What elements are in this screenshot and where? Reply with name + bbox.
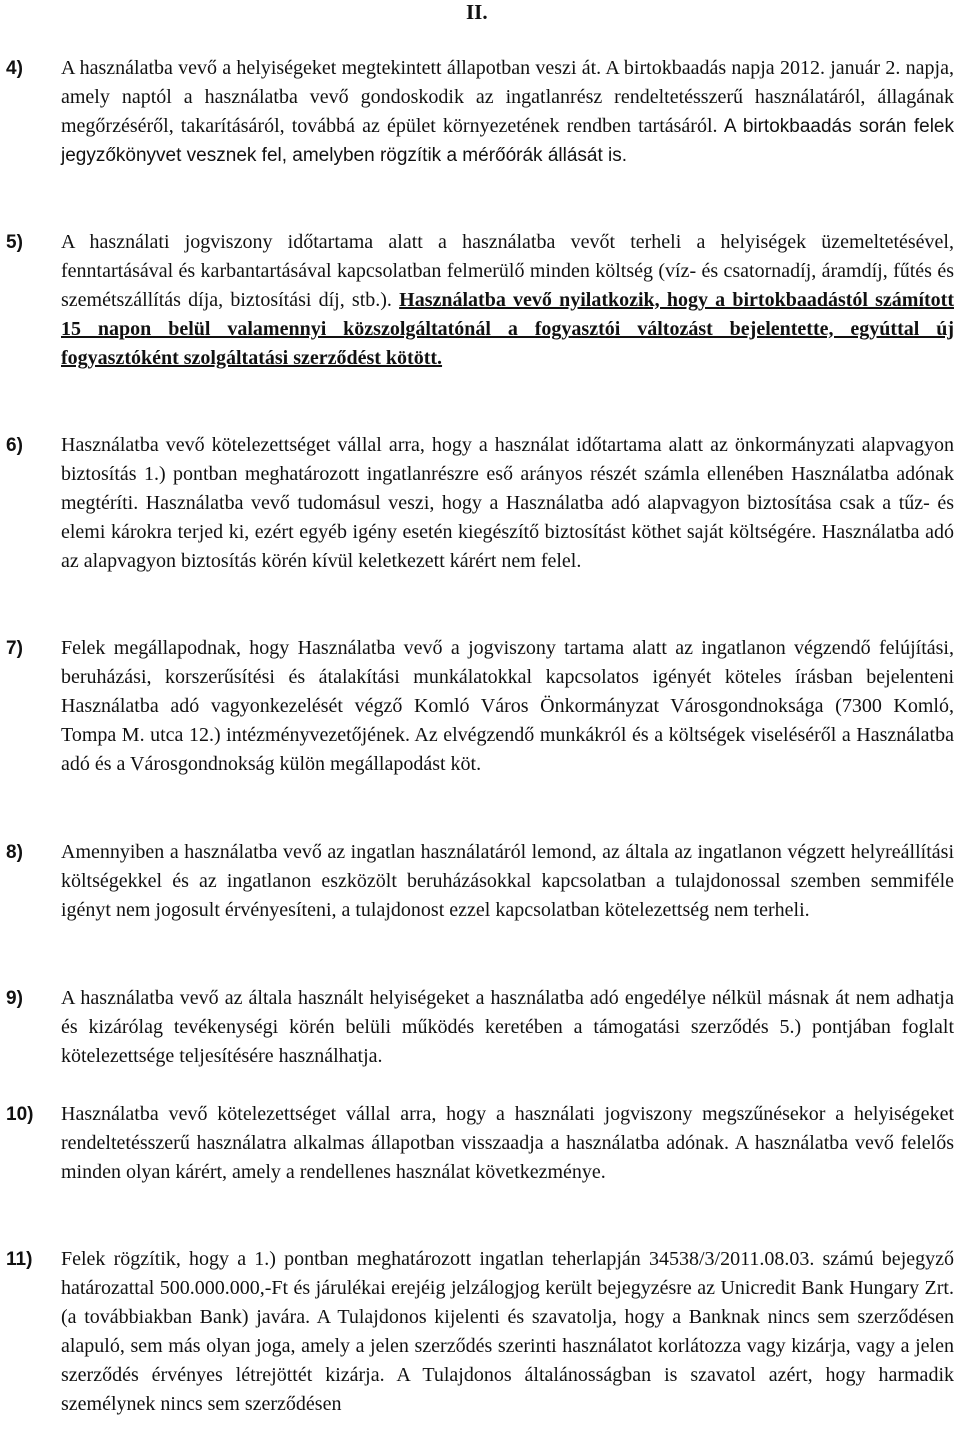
clause-10 [0, 1100, 954, 1187]
clause-text: Használatba vevő kötelezettséget vállal arra, hogy a használati jogviszony megszűnésekor a helyiségeket rendeltetésszerű használatra alkalmas állapotban visszaadja a használatba adónak. A használatba vevő felelős minden olyan kárért, amely a rendellenes használat következménye. [61, 1103, 954, 1183]
clause-4 [0, 54, 954, 170]
clause-5 [0, 228, 954, 373]
clause-text: Felek megállapodnak, hogy Használatba vevő a jogviszony tartama alatt az ingatlanon végzendő felújítási, beruházási, korszerűsítési és átalakítási munkálatokkal kapcsolatos igényét köteles írásban bejelenteni Használatba adó vagyonkezelését végző Komló Város Önkormányzat Városgondnoksága (7300 Komló, Tompa M. utca 12.) intézményvezetőjének. Az elvégzendő munkákról és a költségek viseléséről a Használatba adó és a Városgondnokság külön megállapodást köt. [61, 637, 954, 775]
clause-6 [0, 431, 954, 576]
clause-number: 6) [6, 435, 23, 456]
clause-text-part: A használatba vevő a helyiségeket megtekintett állapotban veszi át. A birtokbaadás napja 2012. január 2. napja, amely naptól a használatba vevő gondoskodik az ingatlanrész rendeltetésszerű használatáról, állagának megőrzéséről, takarításáról, továbbá az épület környezetének rendben tartásáról. [61, 57, 954, 137]
clause-number: 5) [6, 232, 23, 253]
clause-text [61, 54, 954, 170]
clause-number: 4) [6, 58, 23, 79]
clause-number: 9) [6, 988, 23, 1009]
section-heading: II. [466, 0, 488, 24]
clause-text [61, 228, 954, 373]
clause-text: Felek rögzítik, hogy a 1.) pontban meghatározott ingatlan teherlapján 34538/3/2011.08.03. számú bejegyző határozattal 500.000.000,-Ft és járulékai erejéig jelzálogjog került bejegyzésre az Unicredit Bank Hungary Zrt. (a továbbiakban Bank) javára. A Tulajdonos kijelenti és szavatolja, hogy a Banknak nincs sem szerződésen alapuló, sem más olyan joga, amely a jelen szerződés szerinti használatot korlátozza vagy kizárja, vagy a jelen szerződés érvényes létrejöttét kizárja. A Tulajdonos általánosságban is szavatol azért, hogy harmadik személynek nincs sem szerződésen [61, 1248, 954, 1415]
clause-text: Használatba vevő kötelezettséget vállal arra, hogy a használat időtartama alatt az önkormányzati alapvagyon biztosítás 1.) pontban meghatározott ingatlanrészre eső arányos részét számla ellenében Használatba adónak megtéríti. Használatba vevő tudomásul veszi, hogy a Használatba adó alapvagyon biztosítása csak a tűz- és elemi károkra terjed ki, ezért egyéb igény esetén kiegészítő biztosítást köthet saját költségére. Használatba adó az alapvagyon biztosítás körén kívül keletkezett kárért nem felel. [61, 434, 954, 572]
clause-number: 7) [6, 638, 23, 659]
clause-number: 11) [6, 1249, 33, 1270]
clause-9 [0, 984, 954, 1071]
clause-number: 10) [6, 1104, 34, 1125]
clause-number: 8) [6, 842, 23, 863]
clause-text: A használatba vevő az általa használt helyiségeket a használatba adó engedélye nélkül másnak át nem adhatja és kizárólag tevékenységi körén belüli működés keretében a támogatási szerződés 5.) pontjában foglalt kötelezettsége teljesítésére használhatja. [61, 987, 954, 1067]
clause-text-sans-part: A birtokbaadás során felek jegyzőkönyvet vesznek fel, amelyben rögzítik a mérőórák állását is. [61, 116, 954, 166]
clause-text-part: A használati jogviszony időtartama alatt a használatba vevőt terheli a helyiségek üzemeltetésével, fenntartásával és karbantartásával kapcsolatban felmerülő minden költség (víz- és csatornadíj, áramdíj, fűtés és szemétszállítás díja, biztosítási díj, stb.). [61, 231, 954, 311]
clause-11 [0, 1245, 954, 1419]
clause-text: Amennyiben a használatba vevő az ingatlan használatáról lemond, az általa az ingatlanon végzett helyreállítási költségekkel és az ingatlanon eszközölt beruházásokkal kapcsolatban a tulajdonossal szemben semmiféle igényt nem jogosult érvényesíteni, a tulajdonost ezzel kapcsolatban kötelezettség nem terheli. [61, 841, 954, 921]
clause-8 [0, 838, 954, 925]
clause-emphasis: Használatba vevő nyilatkozik, hogy a birtokbaadástól számított 15 napon belül valamennyi közszolgáltatónál a fogyasztói változást bejelentette, egyúttal új fogyasztóként szolgáltatási szerződést kötött. [61, 289, 954, 369]
clause-7 [0, 634, 954, 779]
